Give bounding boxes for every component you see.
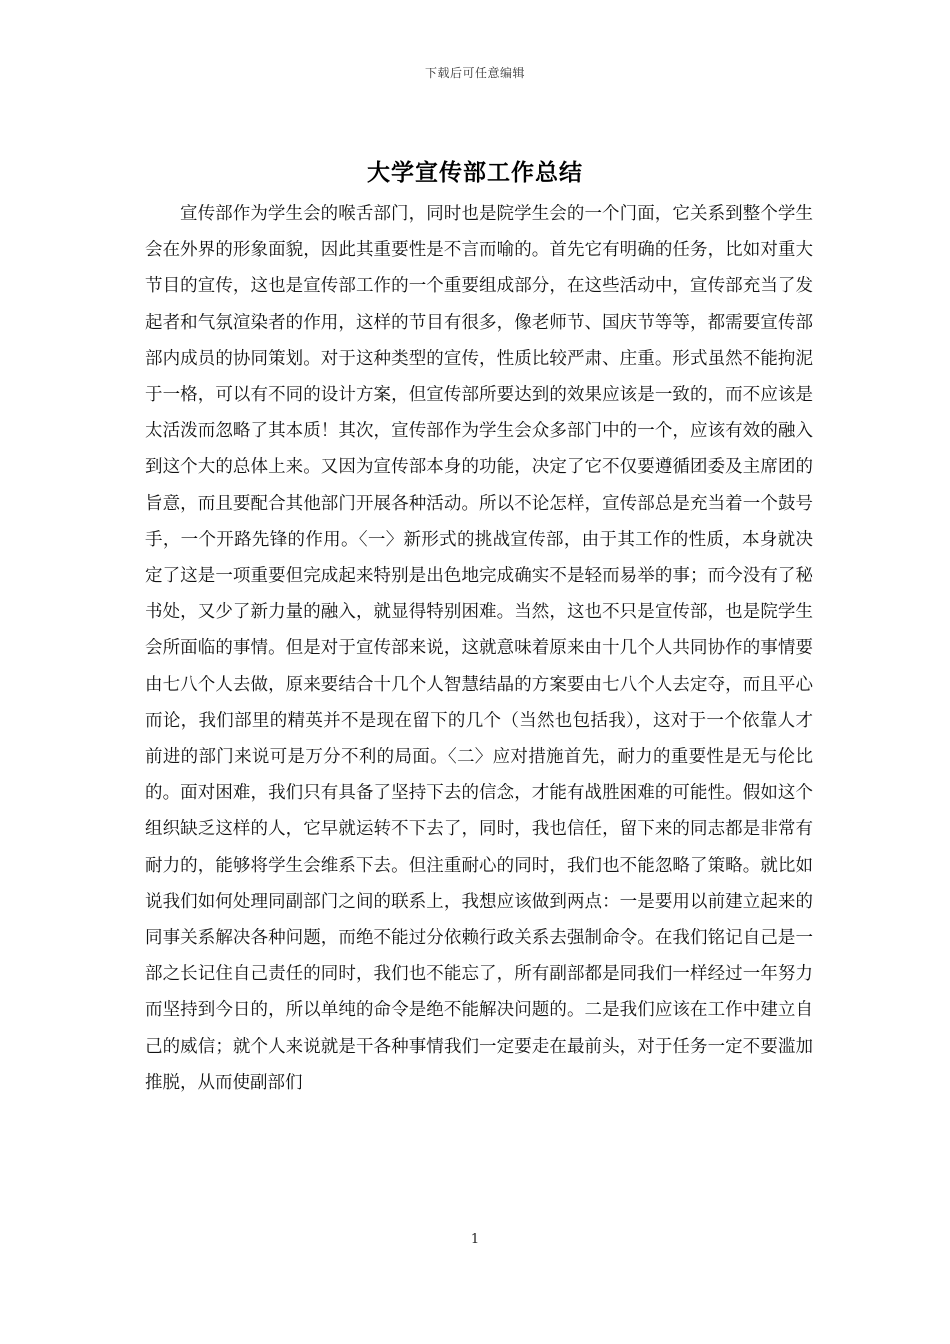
document-title: 大学宣传部工作总结 — [367, 159, 583, 186]
body-paragraph: 宣传部作为学生会的喉舌部门，同时也是院学生会的一个门面，它关系到整个学生会在外界的形象面貌，因此其重要性是不言而喻的。首先它有明确的任务，比如对重大节目的宣传，这也是宣传部工作的一个重要组成部分，在这些活动中，宣传部充当了发起者和气氛渲染者的作用，这样的节目有很多，像老师节、国庆节等等，都需要宣传部部内成员的协同策划。对于这种类型的宣传，性质比较严肃、庄重。形式虽然不能拘泥于一格，可以有不同的设计方案，但宣传部所要达到的效果应该是一致的，而不应该是太活泼而忽略了其本质！其次，宣传部作为学生会众多部门中的一个，应该有效的融入到这个大的总体上来。又因为宣传部本身的功能，决定了它不仅要遵循团委及主席团的旨意，而且要配合其他部门开展各种活动。所以不论怎样，宣传部总是充当着一个鼓号手，一个开路先锋的作用。〈一〉新形式的挑战宣传部，由于其工作的性质，本身就决定了这是一项重要但完成起来特别是出色地完成确实不是轻而易举的事；而今没有了秘书处，又少了新力量的融入，就显得特别困难。当然，这也不只是宣传部，也是院学生会所面临的事情。但是对于宣传部来说，这就意味着原来由十几个人共同协作的事情要由七八个人去做，原来要结合十几个人智慧结晶的方案要由七八个人去定夺，而且平心而论，我们部里的精英并不是现在留下的几个（当然也包括我），这对于一个依靠人才前进的部门来说可是万分不利的局面。〈二〉应对措施首先，耐力的重要性是无与伦比的。面对困难，我们只有具备了坚持下去的信念，才能有战胜困难的可能性。假如这个组织缺乏这样的人，它早就运转不下去了，同时，我也信任，留下来的同志都是非常有耐力的，能够将学生会维系下去。但注重耐心的同时，我们也不能忽略了策略。就比如说我们如何处理同副部门之间的联系上，我想应该做到两点：一是要用以前建立起来的同事关系解决各种问题，而绝不能过分依赖行政关系去强制命令。在我们铭记自己是一部之长记住自己责任的同时，我们也不能忘了，所有副部都是同我们一样经过一年努力而坚持到今日的，所以单纯的命令是绝不能解决问题的。二是我们应该在工作中建立自己的威信；就个人来说就是干各种事情我们一定要走在最前头，对于任务一定不要滥加推脱，从而使副部们 — [145, 204, 813, 1093]
page-number: 1 — [470, 1232, 480, 1247]
header-note: 下载后可任意编辑 — [424, 66, 525, 80]
